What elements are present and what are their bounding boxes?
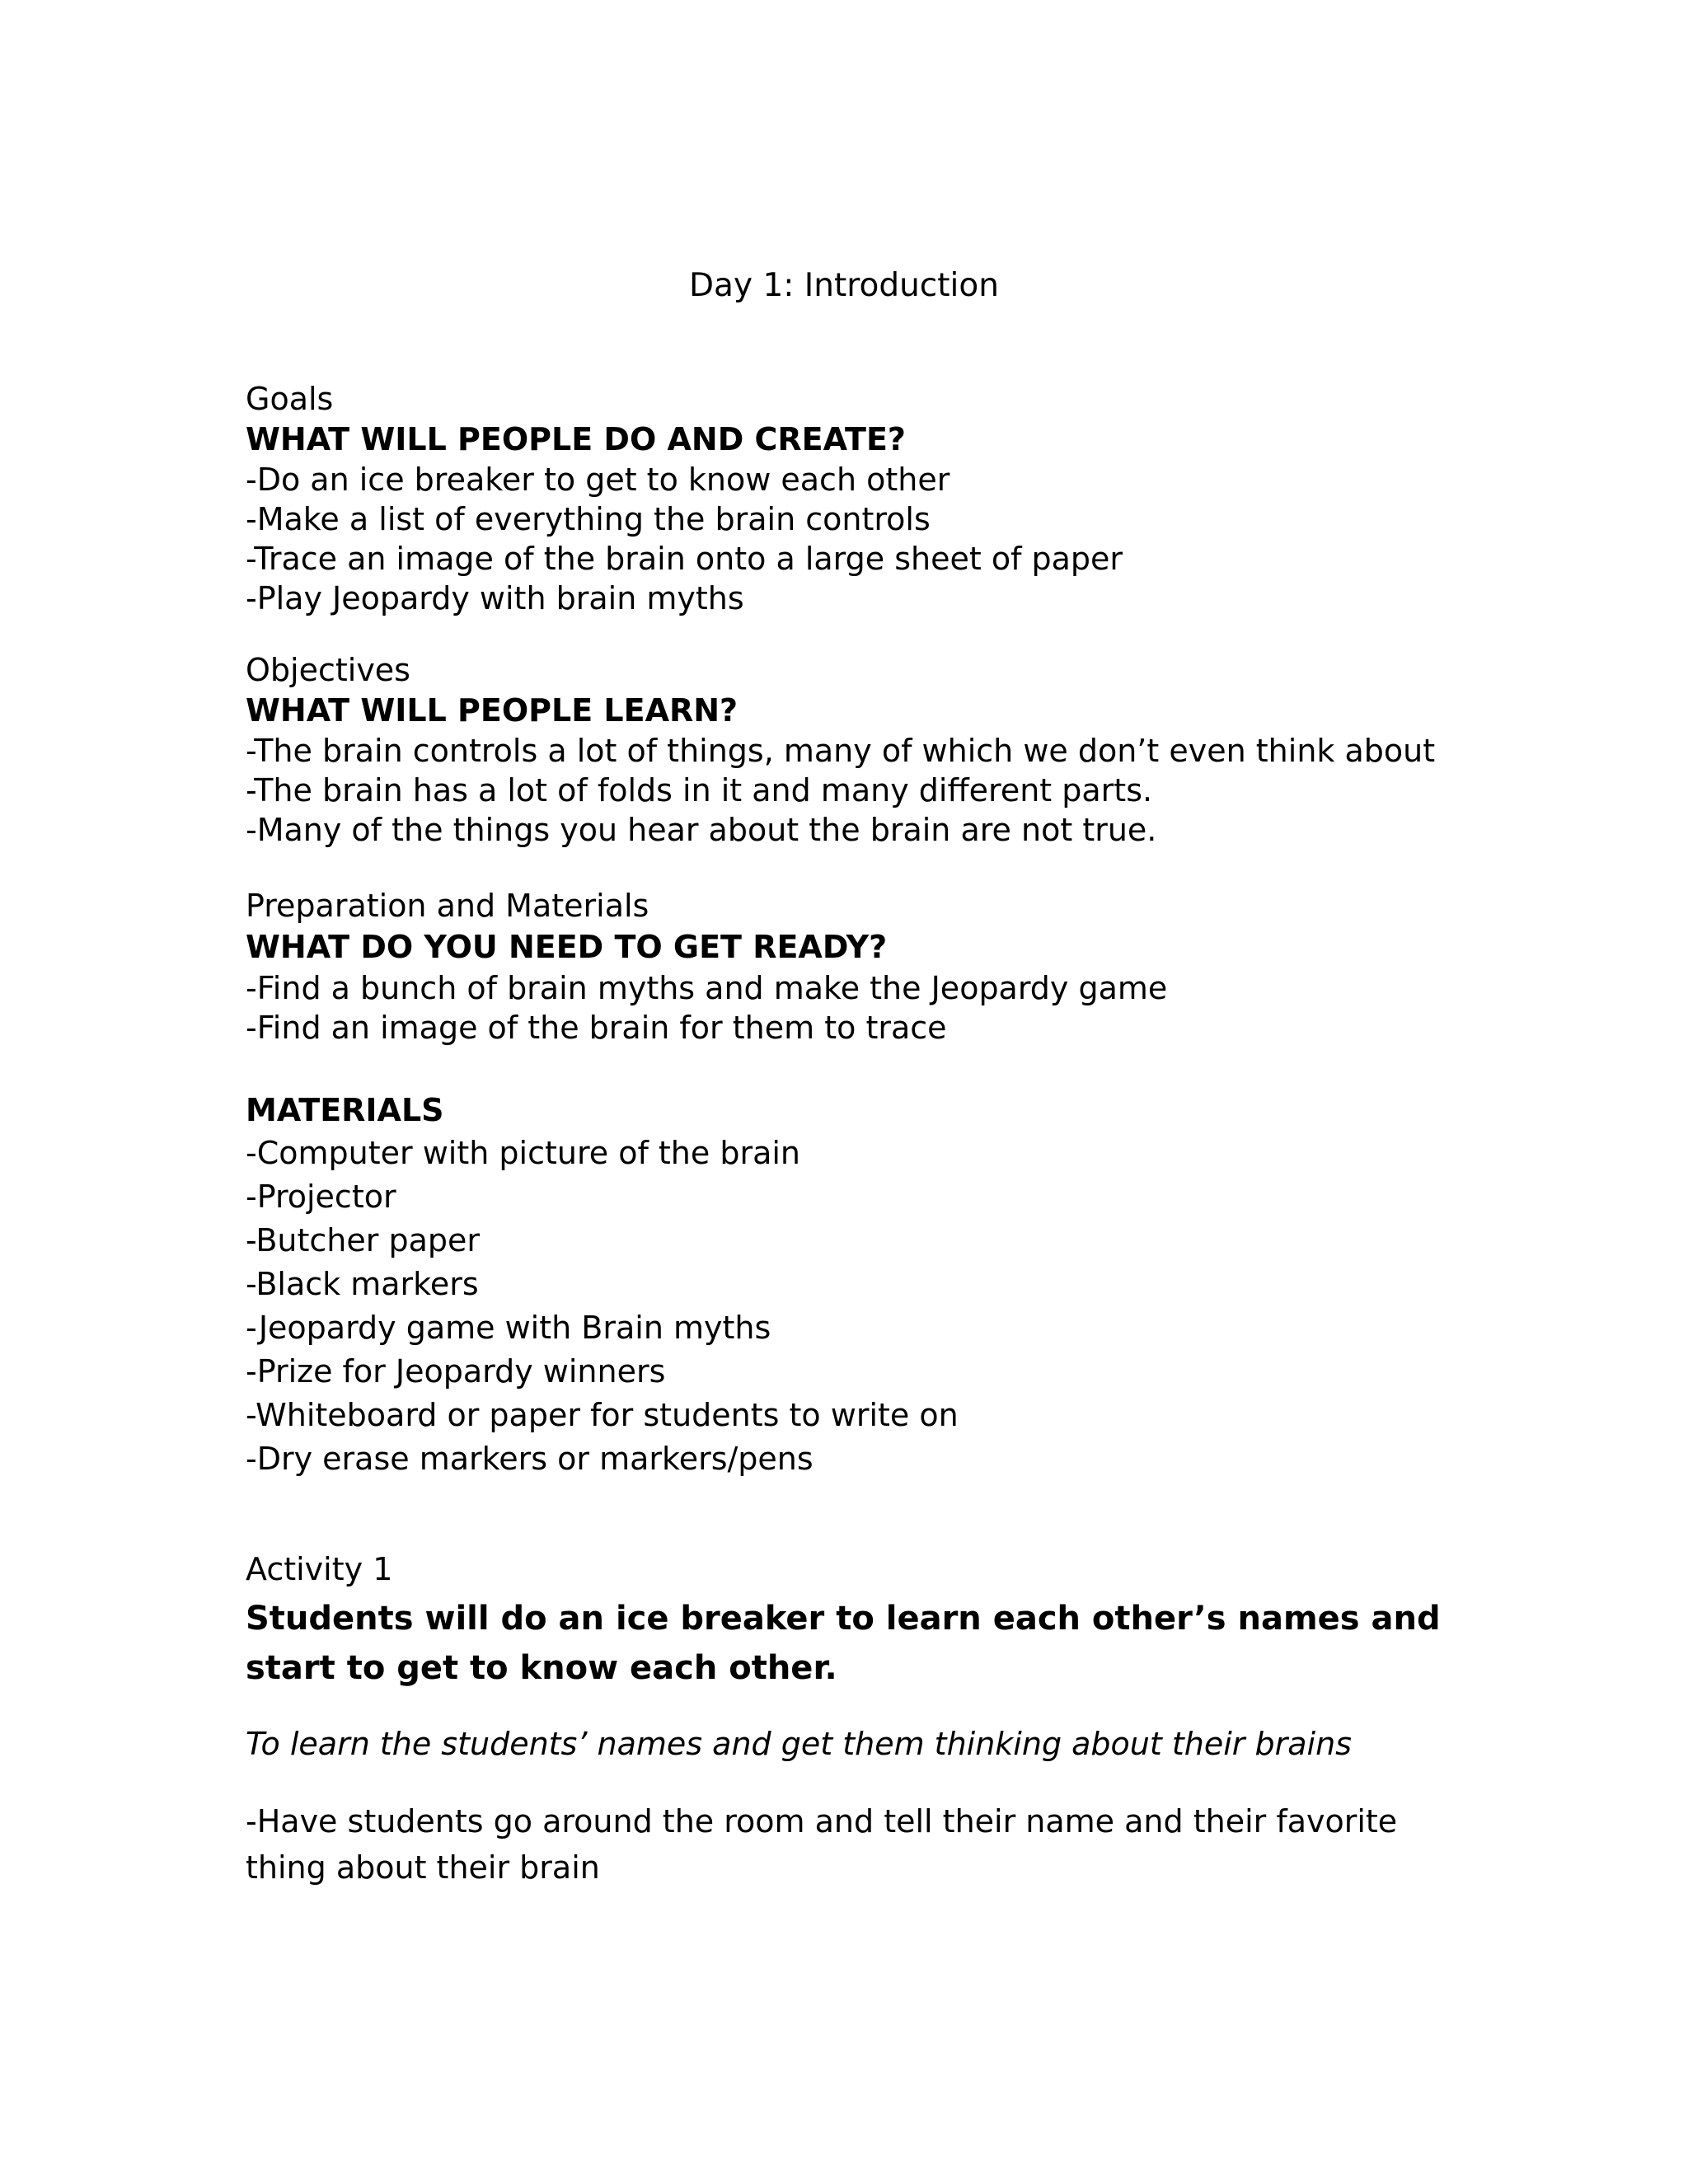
preparation-item: -Find an image of the brain for them to trace <box>246 1010 947 1046</box>
goals-label: Goals <box>246 381 334 417</box>
preparation-heading: WHAT DO YOU NEED TO GET READY? <box>246 929 888 965</box>
activity1-instruction: -Have students go around the room and tell their name and their favorite thing about their brain <box>246 1803 1398 1886</box>
materials-item: -Prize for Jeopardy winners <box>246 1353 666 1390</box>
activity1-purpose: To learn the students’ names and get them thinking about their brains <box>246 1726 1352 1762</box>
materials-item: -Butcher paper <box>246 1222 480 1258</box>
materials-item: -Whiteboard or paper for students to write on <box>246 1397 959 1433</box>
goals-item: -Do an ice breaker to get to know each other <box>246 462 950 498</box>
objectives-item: -Many of the things you hear about the brain are not true. <box>246 812 1157 848</box>
objectives-label: Objectives <box>246 652 410 688</box>
activity1-section <box>246 1549 1449 1891</box>
objectives-item: -The brain has a lot of folds in it and many different parts. <box>246 772 1153 808</box>
preparation-label: Preparation and Materials <box>246 888 649 924</box>
page-title <box>0 265 1688 307</box>
goals-item: -Trace an image of the brain onto a large sheet of paper <box>246 541 1123 577</box>
goals-section <box>246 379 1482 618</box>
preparation-item: -Find a bunch of brain myths and make the Jeopardy game <box>246 970 1168 1006</box>
activity1-label: Activity 1 <box>246 1551 393 1587</box>
materials-item: -Black markers <box>246 1266 479 1302</box>
objectives-section <box>246 650 1482 850</box>
materials-item: -Projector <box>246 1179 396 1215</box>
goals-heading: WHAT WILL PEOPLE DO AND CREATE? <box>246 421 906 457</box>
goals-item: -Play Jeopardy with brain myths <box>246 580 744 616</box>
materials-item: -Jeopardy game with Brain myths <box>246 1310 771 1346</box>
objectives-item: -The brain controls a lot of things, many of which we don’t even think about <box>246 733 1436 769</box>
goals-item: -Make a list of everything the brain controls <box>246 501 931 537</box>
materials-heading: MATERIALS <box>246 1092 444 1128</box>
activity1-heading: Students will do an ice breaker to learn each other’s names and start to get to know each other. <box>246 1600 1441 1687</box>
materials-section <box>246 1089 1482 1481</box>
page-title-text: Day 1: Introduction <box>689 267 999 304</box>
objectives-heading: WHAT WILL PEOPLE LEARN? <box>246 692 738 729</box>
preparation-section <box>246 886 1482 1047</box>
materials-item: -Computer with picture of the brain <box>246 1135 801 1171</box>
materials-item: -Dry erase markers or markers/pens <box>246 1441 814 1477</box>
